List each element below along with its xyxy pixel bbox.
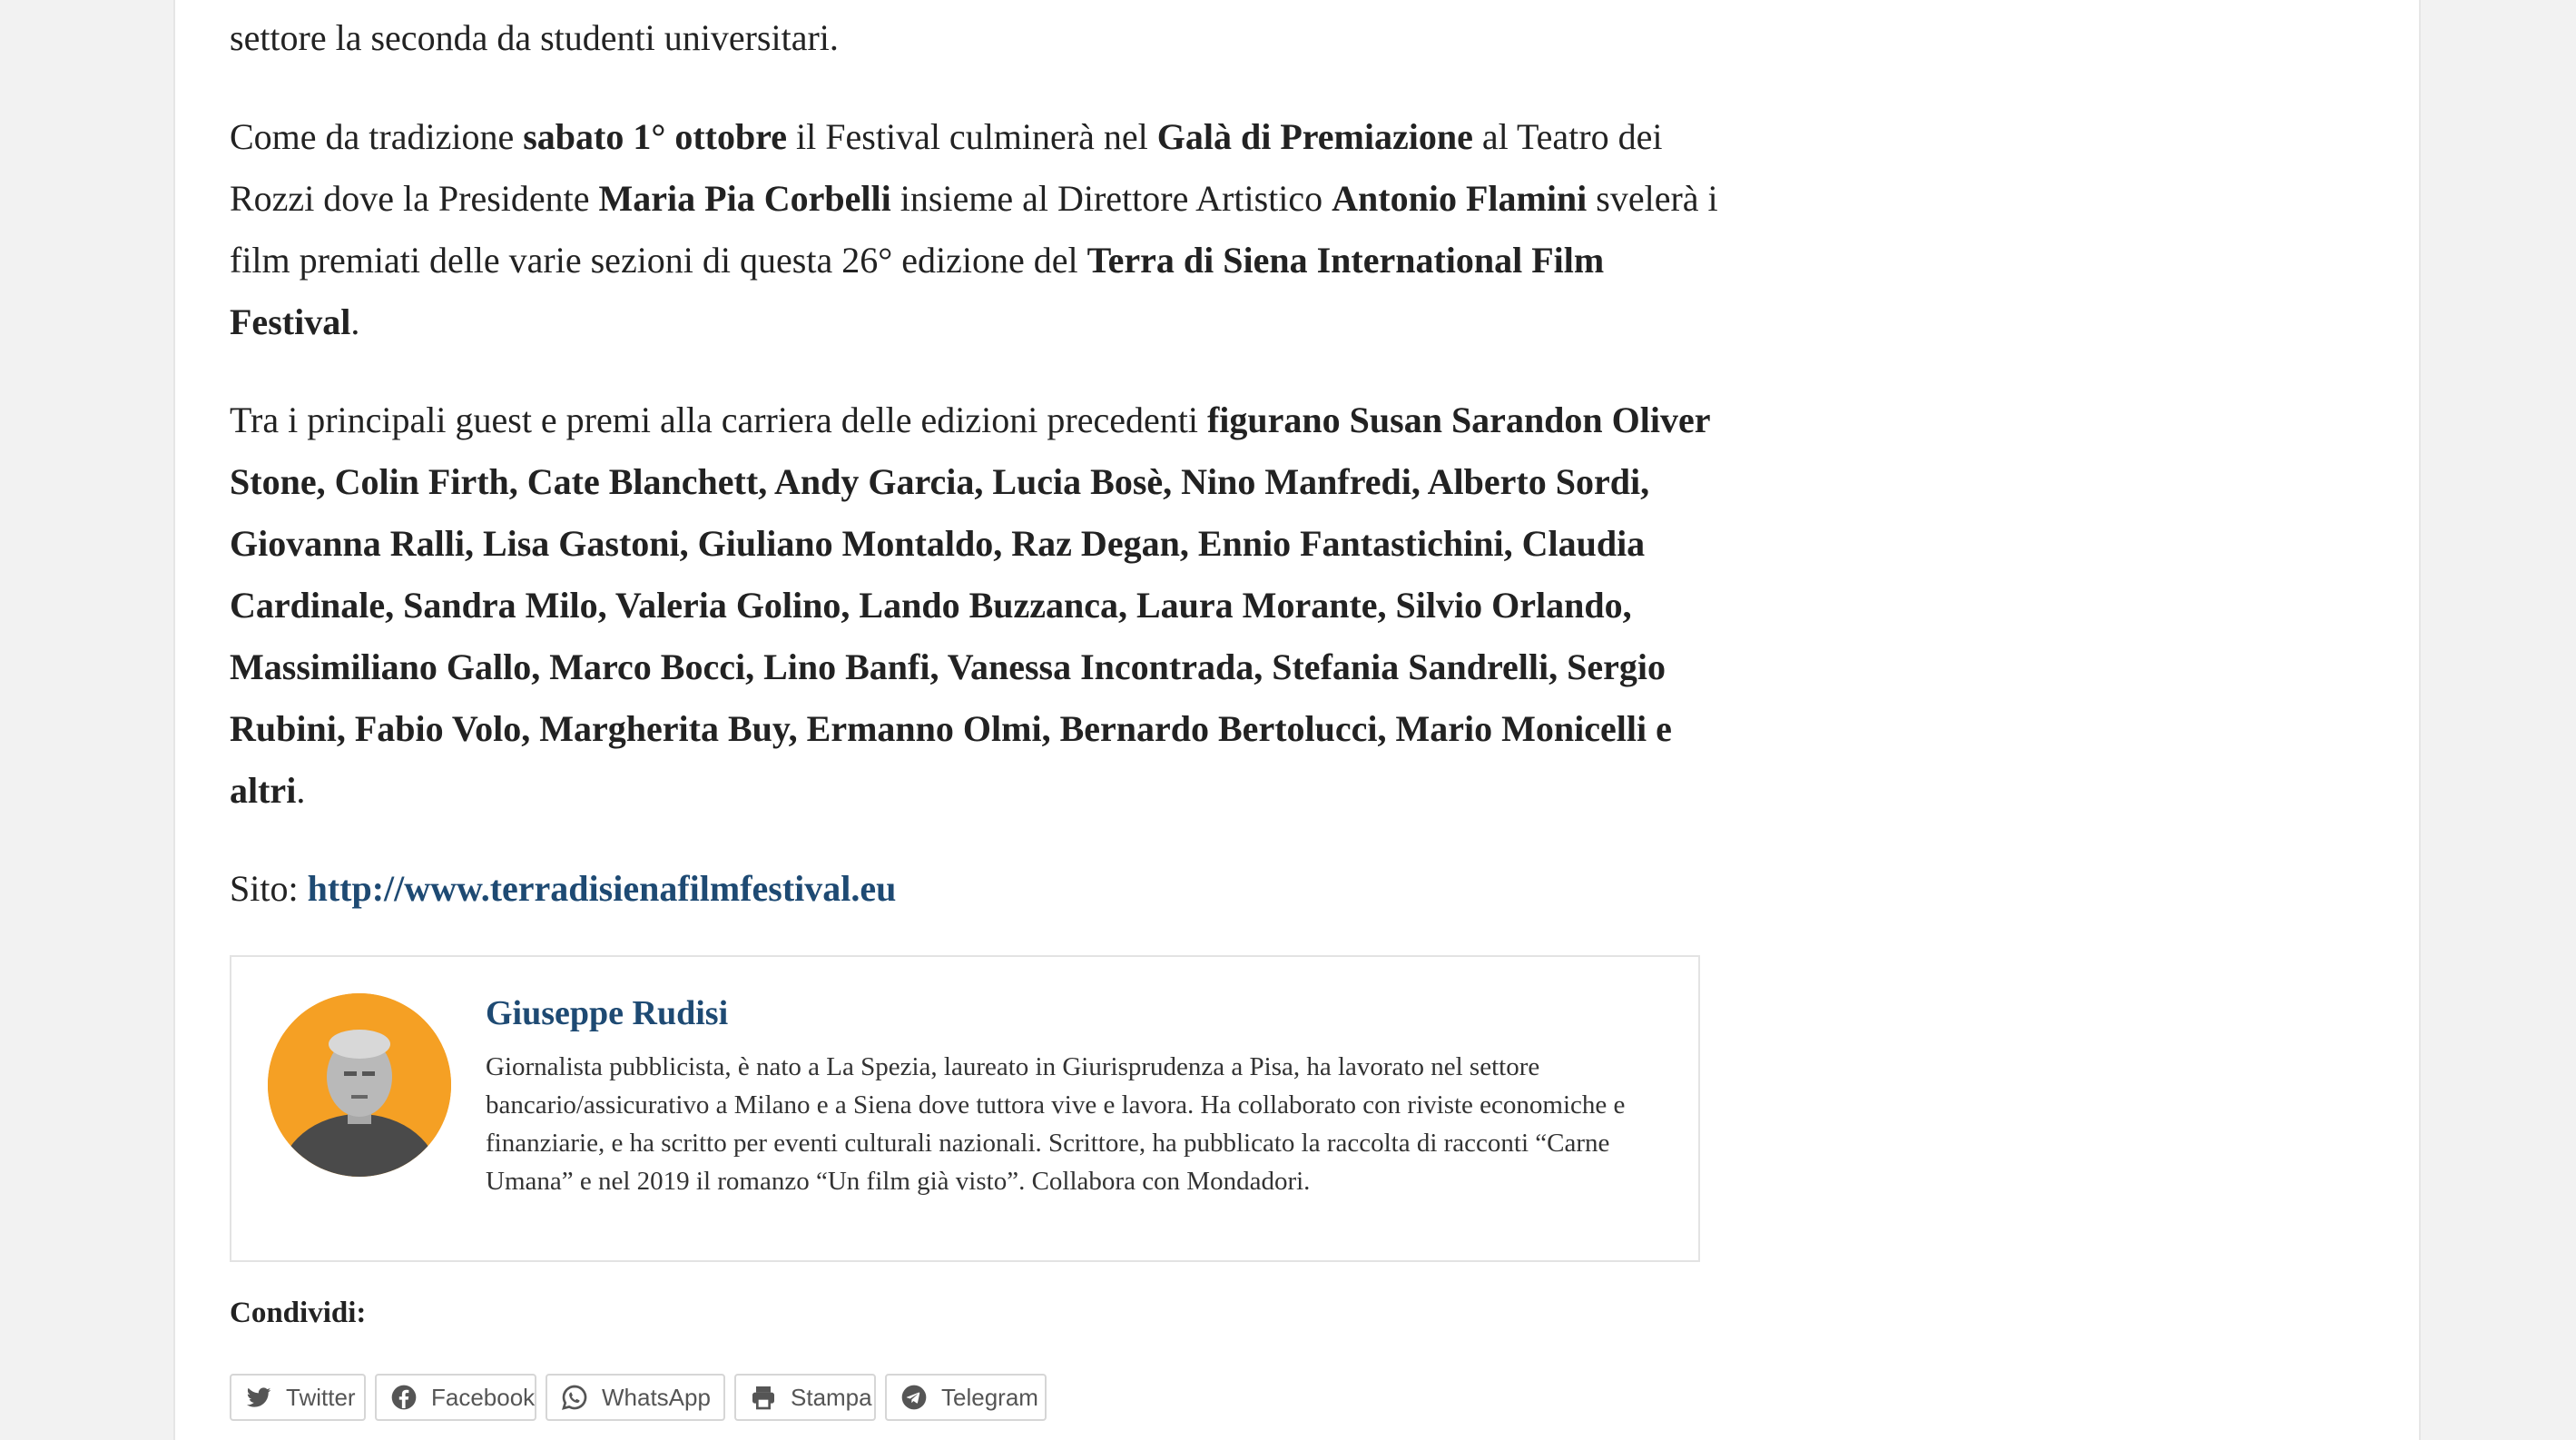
share-heading: Condividi: [230,1297,367,1329]
share-facebook-button[interactable] [375,1374,536,1421]
facebook-icon [389,1383,418,1412]
paragraph-guests [230,390,1718,822]
share-button-label: Facebook [431,1383,536,1411]
festival-site-link[interactable]: http://www.terradisienafilmfestival.eu [307,868,897,909]
paragraph-text: il Festival culminerà nel [787,116,1157,157]
site-label: Sito: [230,868,308,909]
paragraph-text: svelerà i film premiati delle varie sezioni di questa 26° edizione del [230,178,1718,281]
share-button-label: WhatsApp [602,1383,711,1411]
print-icon [749,1383,778,1412]
paragraph-text: settore la seconda da studenti universitari. [230,17,839,58]
share-button-label: Telegram [941,1383,1038,1411]
paragraph-0 [230,7,1718,69]
author-name-link[interactable]: Giuseppe Rudisi [486,994,729,1032]
author-box [230,955,1700,1262]
paragraph-site [230,858,1718,920]
share-print-button[interactable] [734,1374,876,1421]
bold-president: Maria Pia Corbelli [598,178,891,219]
bold-guest-list: figurano Susan Sarandon Oliver Stone, Colin Firth, Cate Blanchett, Andy Garcia, Lucia Bosè, Nino Manfredi, Alberto Sordi, Giovanna Ralli, Lisa Gastoni, Giuliano Montaldo, Raz Degan, Ennio Fantastichini, Claudia Cardinale, Sandra Milo, Valeria Golino, Lando Buzzanca, Laura Morante, Silvio Orlando, Massimiliano Gallo, Marco Bocci, Lino Banfi, Vanessa Incontrada, Stefania Sandrelli, Sergio Rubini, Fabio Volo, Margherita Buy, Ermanno Olmi, Bernardo Bertolucci, Mario Monicelli e altri [230,399,1710,811]
share-telegram-button[interactable] [885,1374,1047,1421]
telegram-icon [900,1383,929,1412]
share-twitter-button[interactable] [230,1374,366,1421]
page-container [173,0,2421,1440]
paragraph-text: . [296,770,306,811]
bold-director: Antonio Flamini [1332,178,1588,219]
paragraph-text: al Teatro dei Rozzi dove la Presidente [230,116,1663,219]
paragraph-gala [230,106,1718,353]
share-whatsapp-button[interactable] [546,1374,725,1421]
share-button-label: Stampa [791,1383,872,1411]
paragraph-text: insieme al Direttore Artistico [890,178,1332,219]
paragraph-text: Come da tradizione [230,116,524,157]
twitter-icon [244,1383,273,1412]
bold-date: sabato 1° ottobre [523,116,788,157]
share-button-label: Twitter [286,1383,356,1411]
bold-festival-name: Terra di Siena International Film Festival [230,240,1605,342]
author-bio: Giornalista pubblicista, è nato a La Spezia, laureato in Giurisprudenza a Pisa, ha lavorato nel settore bancario/assicurativo a Milano e a Siena dove tuttora vive e lavora. Ha collaborato con riviste economiche e finanziarie, e ha scritto per eventi culturali nazionali. Scrittore, ha pubblicato la raccolta di racconti “Carne Umana” e nel 2019 il romanzo “Un film già visto”. Collabora con Mondadori. [486,1052,1626,1196]
bold-event: Galà di Premiazione [1156,116,1473,157]
whatsapp-icon [560,1383,589,1412]
author-avatar[interactable] [268,993,451,1177]
paragraph-text: . [350,301,360,342]
person-photo-icon [268,993,451,1177]
paragraph-text: Tra i principali guest e premi alla carriera delle edizioni precedenti [230,399,1207,440]
